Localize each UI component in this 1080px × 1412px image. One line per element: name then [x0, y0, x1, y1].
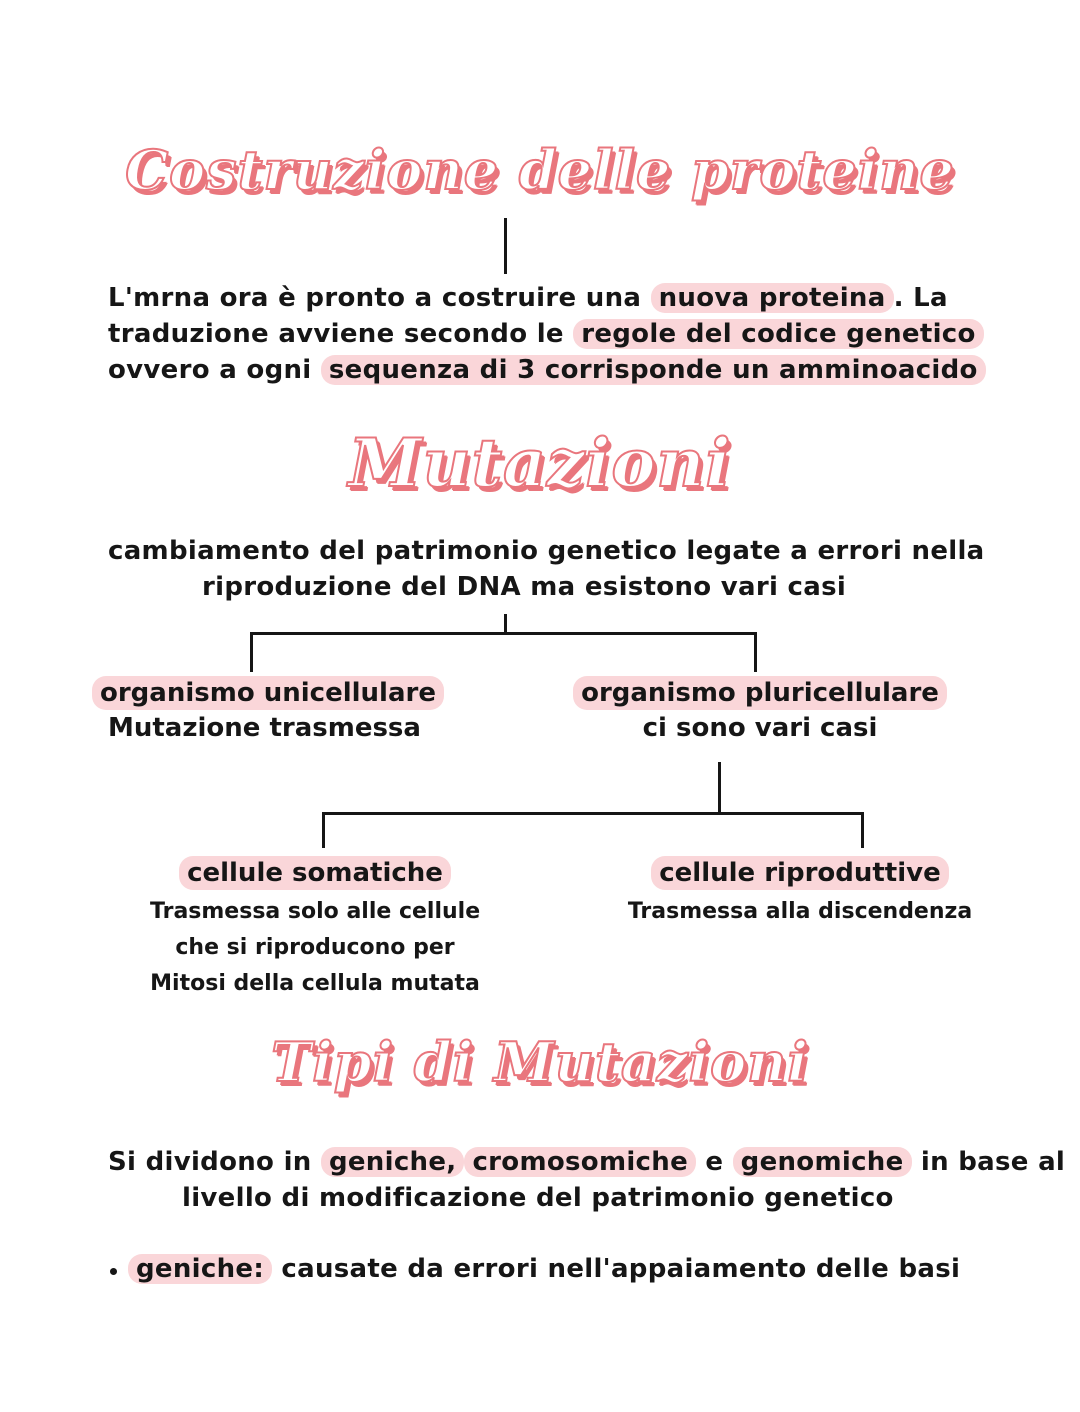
tree1-right-drop — [754, 632, 757, 672]
proteins-line-3: ovvero a ogni sequenza di 3 corrisponde un amminoacido — [108, 352, 986, 388]
label-cellule-riproduttive: cellule riproduttive — [651, 856, 948, 890]
tree1-left-drop — [250, 632, 253, 672]
tree1-stem — [504, 614, 507, 634]
proteins-line-1: L'mrna ora è pronto a costruire una nuova proteina . La — [108, 283, 948, 313]
bullet-geniche — [128, 1251, 960, 1287]
highlight-bullet-geniche: geniche: — [128, 1254, 272, 1284]
highlight-cromosomiche: cromosomiche — [464, 1147, 696, 1177]
highlight-nuova-proteina: nuova proteina — [651, 283, 894, 313]
highlight-genomiche: genomiche — [733, 1147, 912, 1177]
label-organismo-unicellulare: organismo unicellulare — [92, 676, 444, 710]
tree2-left-drop — [322, 812, 325, 848]
node-cellule-somatiche — [150, 856, 480, 1002]
connector-title-to-paragraph — [504, 218, 507, 274]
mutations-intro-line-2: riproduzione del DNA ma esistono vari casi — [202, 572, 847, 602]
proteins-line-2: traduzione avviene secondo le regole del codice genetico — [108, 316, 986, 352]
mutations-intro-line-1: cambiamento del patrimonio genetico legate a errori nella — [108, 536, 985, 566]
node-unicellulare — [92, 676, 444, 746]
proteins-paragraph — [108, 280, 986, 388]
label-organismo-pluricellulare: organismo pluricellulare — [573, 676, 947, 710]
label-cellule-somatiche: cellule somatiche — [179, 856, 451, 890]
detail-vari-casi: ci sono vari casi — [642, 713, 878, 743]
highlight-sequenza: sequenza di 3 corrisponde un amminoacido — [321, 355, 986, 385]
node-cellule-riproduttive — [620, 856, 980, 930]
detail-mutazione-trasmessa: Mutazione trasmessa — [108, 713, 421, 743]
detail-riproduttive: Trasmessa alla discendenza — [627, 899, 973, 924]
tree2-right-drop — [861, 812, 864, 848]
types-intro — [108, 1144, 1066, 1216]
title-mutazioni: Mutazioni — [348, 424, 732, 502]
detail-somatiche-2: che si riproducono per — [175, 935, 455, 960]
detail-somatiche-1: Trasmessa solo alle cellule — [150, 899, 481, 924]
bullet-geniche-text: causate da errori nell'appaiamento delle basi — [272, 1254, 961, 1284]
mutations-intro — [108, 533, 985, 605]
types-intro-line-1: Si dividono in geniche, cromosomiche e genomiche in base al — [108, 1147, 1066, 1177]
highlight-geniche: geniche, — [321, 1147, 465, 1177]
tree2-stem — [718, 762, 721, 814]
title-costruzione-proteine: Costruzione delle proteine — [125, 138, 955, 202]
highlight-regole-codice: regole del codice genetico — [573, 319, 983, 349]
types-intro-line-2: livello di modificazione del patrimonio genetico — [182, 1183, 894, 1213]
tree1-bar — [250, 632, 757, 635]
bullet-dot — [110, 1268, 117, 1275]
detail-somatiche-3: Mitosi della cellula mutata — [150, 971, 480, 996]
title-tipi-mutazioni: Tipi di Mutazioni — [271, 1030, 809, 1094]
node-pluricellulare — [560, 676, 960, 746]
tree2-bar — [322, 812, 864, 815]
